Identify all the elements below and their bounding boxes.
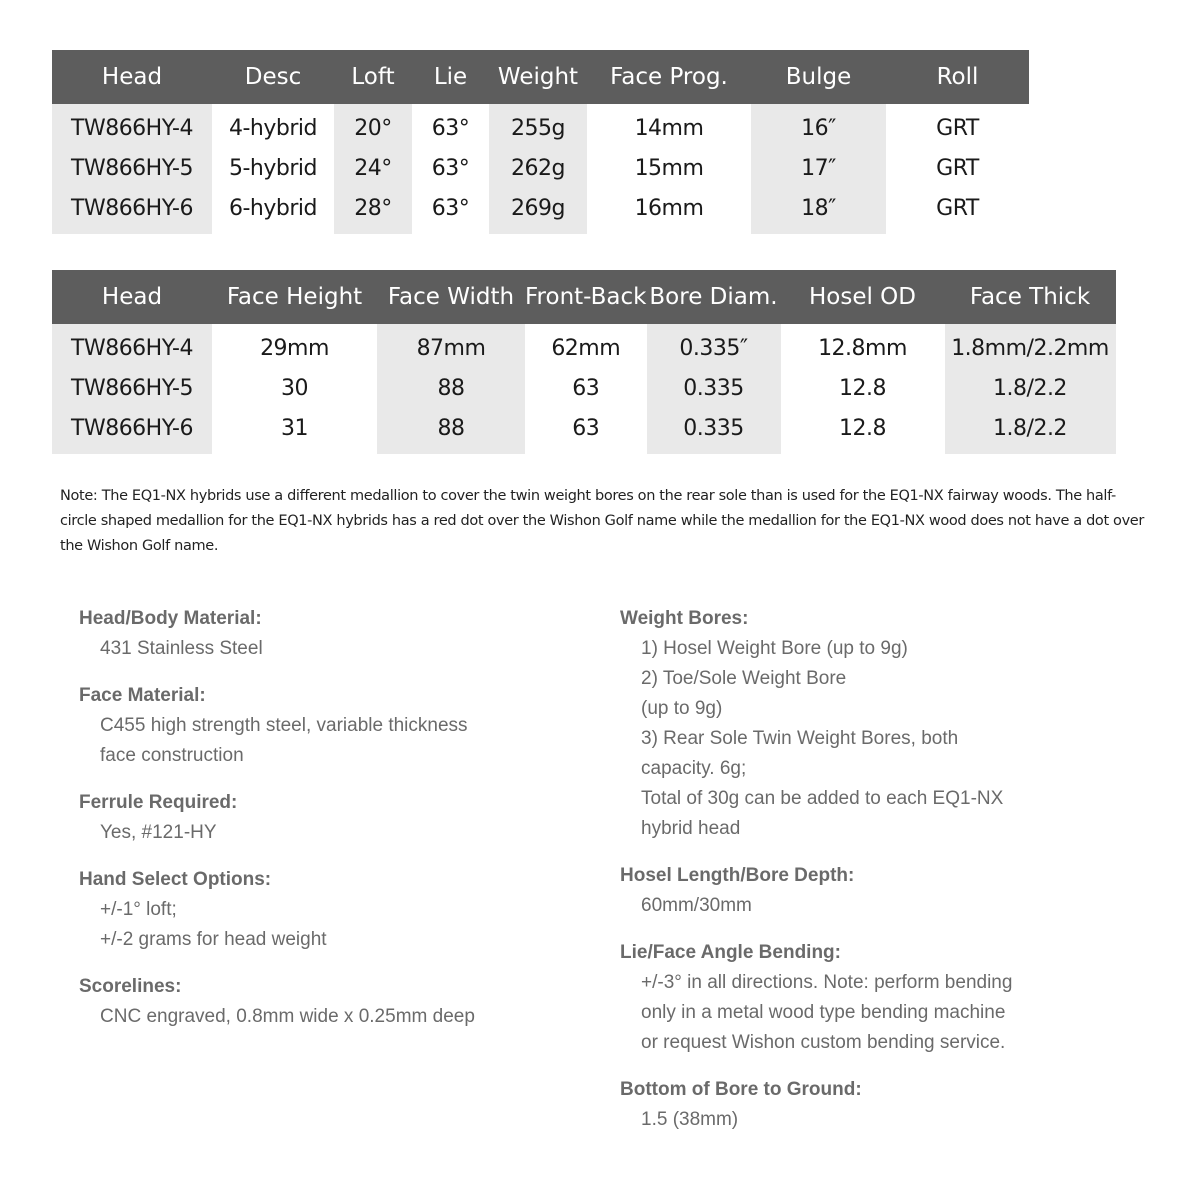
spec-label: Ferrule Required: [79, 792, 238, 813]
table-cell: TW866HY-4 [52, 324, 212, 368]
table-row [52, 408, 1116, 454]
header-cell: Desc [212, 50, 334, 104]
header-cell: Loft [334, 50, 412, 104]
header-cell: Face Width [377, 270, 525, 324]
table-header-row [52, 50, 1029, 104]
table-cell: 63 [572, 375, 600, 401]
table-cell: 1.8/2.2 [945, 368, 1116, 408]
table-cell: 63 [572, 415, 600, 441]
table-row [52, 148, 1029, 188]
header-cell: Weight [489, 50, 587, 104]
table-cell: TW866HY-6 [52, 188, 212, 234]
table-cell: TW866HY-5 [52, 368, 212, 408]
table-cell: 0.335 [647, 368, 781, 408]
spec-value: +/-3° in all directions. Note: perform bending [641, 972, 1013, 993]
spec-value: Yes, #121-HY [100, 822, 217, 843]
table-cell: 62mm [551, 335, 621, 361]
spec-value: 2) Toe/Sole Weight Bore [641, 668, 847, 689]
table-cell: 88 [377, 408, 525, 454]
table-cell: 255g [489, 104, 587, 148]
spec-value: face construction [100, 745, 244, 766]
spec-label: Face Material: [79, 685, 206, 706]
table-cell: TW866HY-5 [52, 148, 212, 188]
table-row [52, 324, 1116, 368]
table-cell: 31 [281, 415, 308, 441]
spec-ferrule-required [79, 788, 579, 848]
spec-hosel-length-bore-depth [620, 861, 1140, 921]
table-cell: 30 [281, 375, 308, 401]
table-cell: TW866HY-4 [52, 104, 212, 148]
header-cell: Head [52, 50, 212, 104]
head-dimensions-table [52, 270, 1116, 454]
table-cell: 63° [431, 155, 470, 181]
spec-label: Weight Bores: [620, 608, 749, 629]
spec-label: Bottom of Bore to Ground: [620, 1079, 862, 1100]
table-cell: 1.8mm/2.2mm [945, 324, 1116, 368]
spec-bottom-of-bore-to-ground [620, 1075, 1140, 1135]
table-cell: 0.335″ [647, 324, 781, 368]
spec-label: Hand Select Options: [79, 869, 272, 890]
specs-left-column [79, 604, 579, 1049]
spec-value: 60mm/30mm [641, 895, 752, 916]
table-cell: 18″ [751, 188, 886, 234]
table-cell: GRT [936, 195, 979, 221]
spec-value: +/-2 grams for head weight [100, 929, 327, 950]
table-cell: 12.8 [839, 415, 886, 441]
table-cell: 6-hybrid [229, 195, 317, 221]
spec-value: 3) Rear Sole Twin Weight Bores, both [641, 728, 959, 749]
table-cell: 14mm [634, 115, 704, 141]
spec-value: +/-1° loft; [100, 899, 177, 920]
table-row [52, 104, 1029, 148]
table-cell: 17″ [751, 148, 886, 188]
spec-value: hybrid head [641, 818, 741, 839]
table-cell: 63° [431, 115, 470, 141]
table-cell: 20° [334, 104, 412, 148]
table-cell: 29mm [260, 335, 329, 361]
spec-value: 1) Hosel Weight Bore (up to 9g) [641, 638, 908, 659]
table-cell: GRT [936, 155, 979, 181]
table-cell: 88 [377, 368, 525, 408]
spec-value: (up to 9g) [641, 698, 723, 719]
spec-value: only in a metal wood type bending machine [641, 1002, 1006, 1023]
header-cell: Bulge [751, 50, 886, 104]
spec-value: 1.5 (38mm) [641, 1109, 739, 1130]
table-cell: 16″ [751, 104, 886, 148]
spec-head-body-material [79, 604, 579, 664]
spec-lie-face-angle-bending [620, 938, 1140, 1058]
table-cell: 12.8 [839, 375, 886, 401]
spec-label: Head/Body Material: [79, 608, 262, 629]
header-cell: Face Prog. [587, 50, 751, 104]
table-cell: 24° [334, 148, 412, 188]
medallion-note: Note: The EQ1-NX hybrids use a different medallion to cover the twin weight bores on the rear sole than is used for the EQ1-NX fairway woods. The half-circle shaped medallion for the EQ1-NX hybrids has a red dot over the Wishon Golf name while the medallion for the EQ1-NX wood does not have a dot over the Wishon Golf name. [60, 488, 1144, 554]
header-cell: Head [52, 270, 212, 324]
spec-label: Scorelines: [79, 976, 182, 997]
header-cell: Face Height [212, 270, 377, 324]
header-cell: Face Thick [945, 270, 1116, 324]
table-cell: 28° [334, 188, 412, 234]
table-cell: 87mm [377, 324, 525, 368]
table-cell: 262g [489, 148, 587, 188]
table-cell: GRT [936, 115, 979, 141]
spec-value: Total of 30g can be added to each EQ1-NX [641, 788, 1004, 809]
hybrid-spec-table [52, 50, 1029, 234]
header-cell: Hosel OD [781, 270, 945, 324]
header-cell: Bore Diam. [647, 270, 781, 324]
table-cell: 12.8mm [818, 335, 907, 361]
spec-label: Lie/Face Angle Bending: [620, 942, 841, 963]
spec-weight-bores [620, 604, 1140, 844]
spec-value: or request Wishon custom bending service. [641, 1032, 1006, 1053]
spec-value: capacity. 6g; [641, 758, 747, 779]
spec-hand-select-options [79, 865, 579, 955]
table-row [52, 188, 1029, 234]
header-cell: Front-Back [525, 270, 647, 324]
specs-right-column [620, 604, 1140, 1152]
spec-face-material [79, 681, 579, 771]
table-cell: 0.335 [647, 408, 781, 454]
spec-value: C455 high strength steel, variable thickness [100, 715, 468, 736]
header-cell: Lie [412, 50, 489, 104]
table-cell: 15mm [634, 155, 704, 181]
spec-value: 431 Stainless Steel [100, 638, 263, 659]
table-cell: TW866HY-6 [52, 408, 212, 454]
table-header-row [52, 270, 1116, 324]
table-row [52, 368, 1116, 408]
table-cell: 16mm [634, 195, 704, 221]
spec-scorelines [79, 972, 579, 1032]
header-cell: Roll [886, 50, 1029, 104]
spec-label: Hosel Length/Bore Depth: [620, 865, 855, 886]
table-cell: 269g [489, 188, 587, 234]
table-cell: 1.8/2.2 [945, 408, 1116, 454]
table-cell: 5-hybrid [229, 155, 317, 181]
spec-value: CNC engraved, 0.8mm wide x 0.25mm deep [100, 1006, 475, 1027]
table-cell: 63° [431, 195, 470, 221]
table-cell: 4-hybrid [229, 115, 317, 141]
